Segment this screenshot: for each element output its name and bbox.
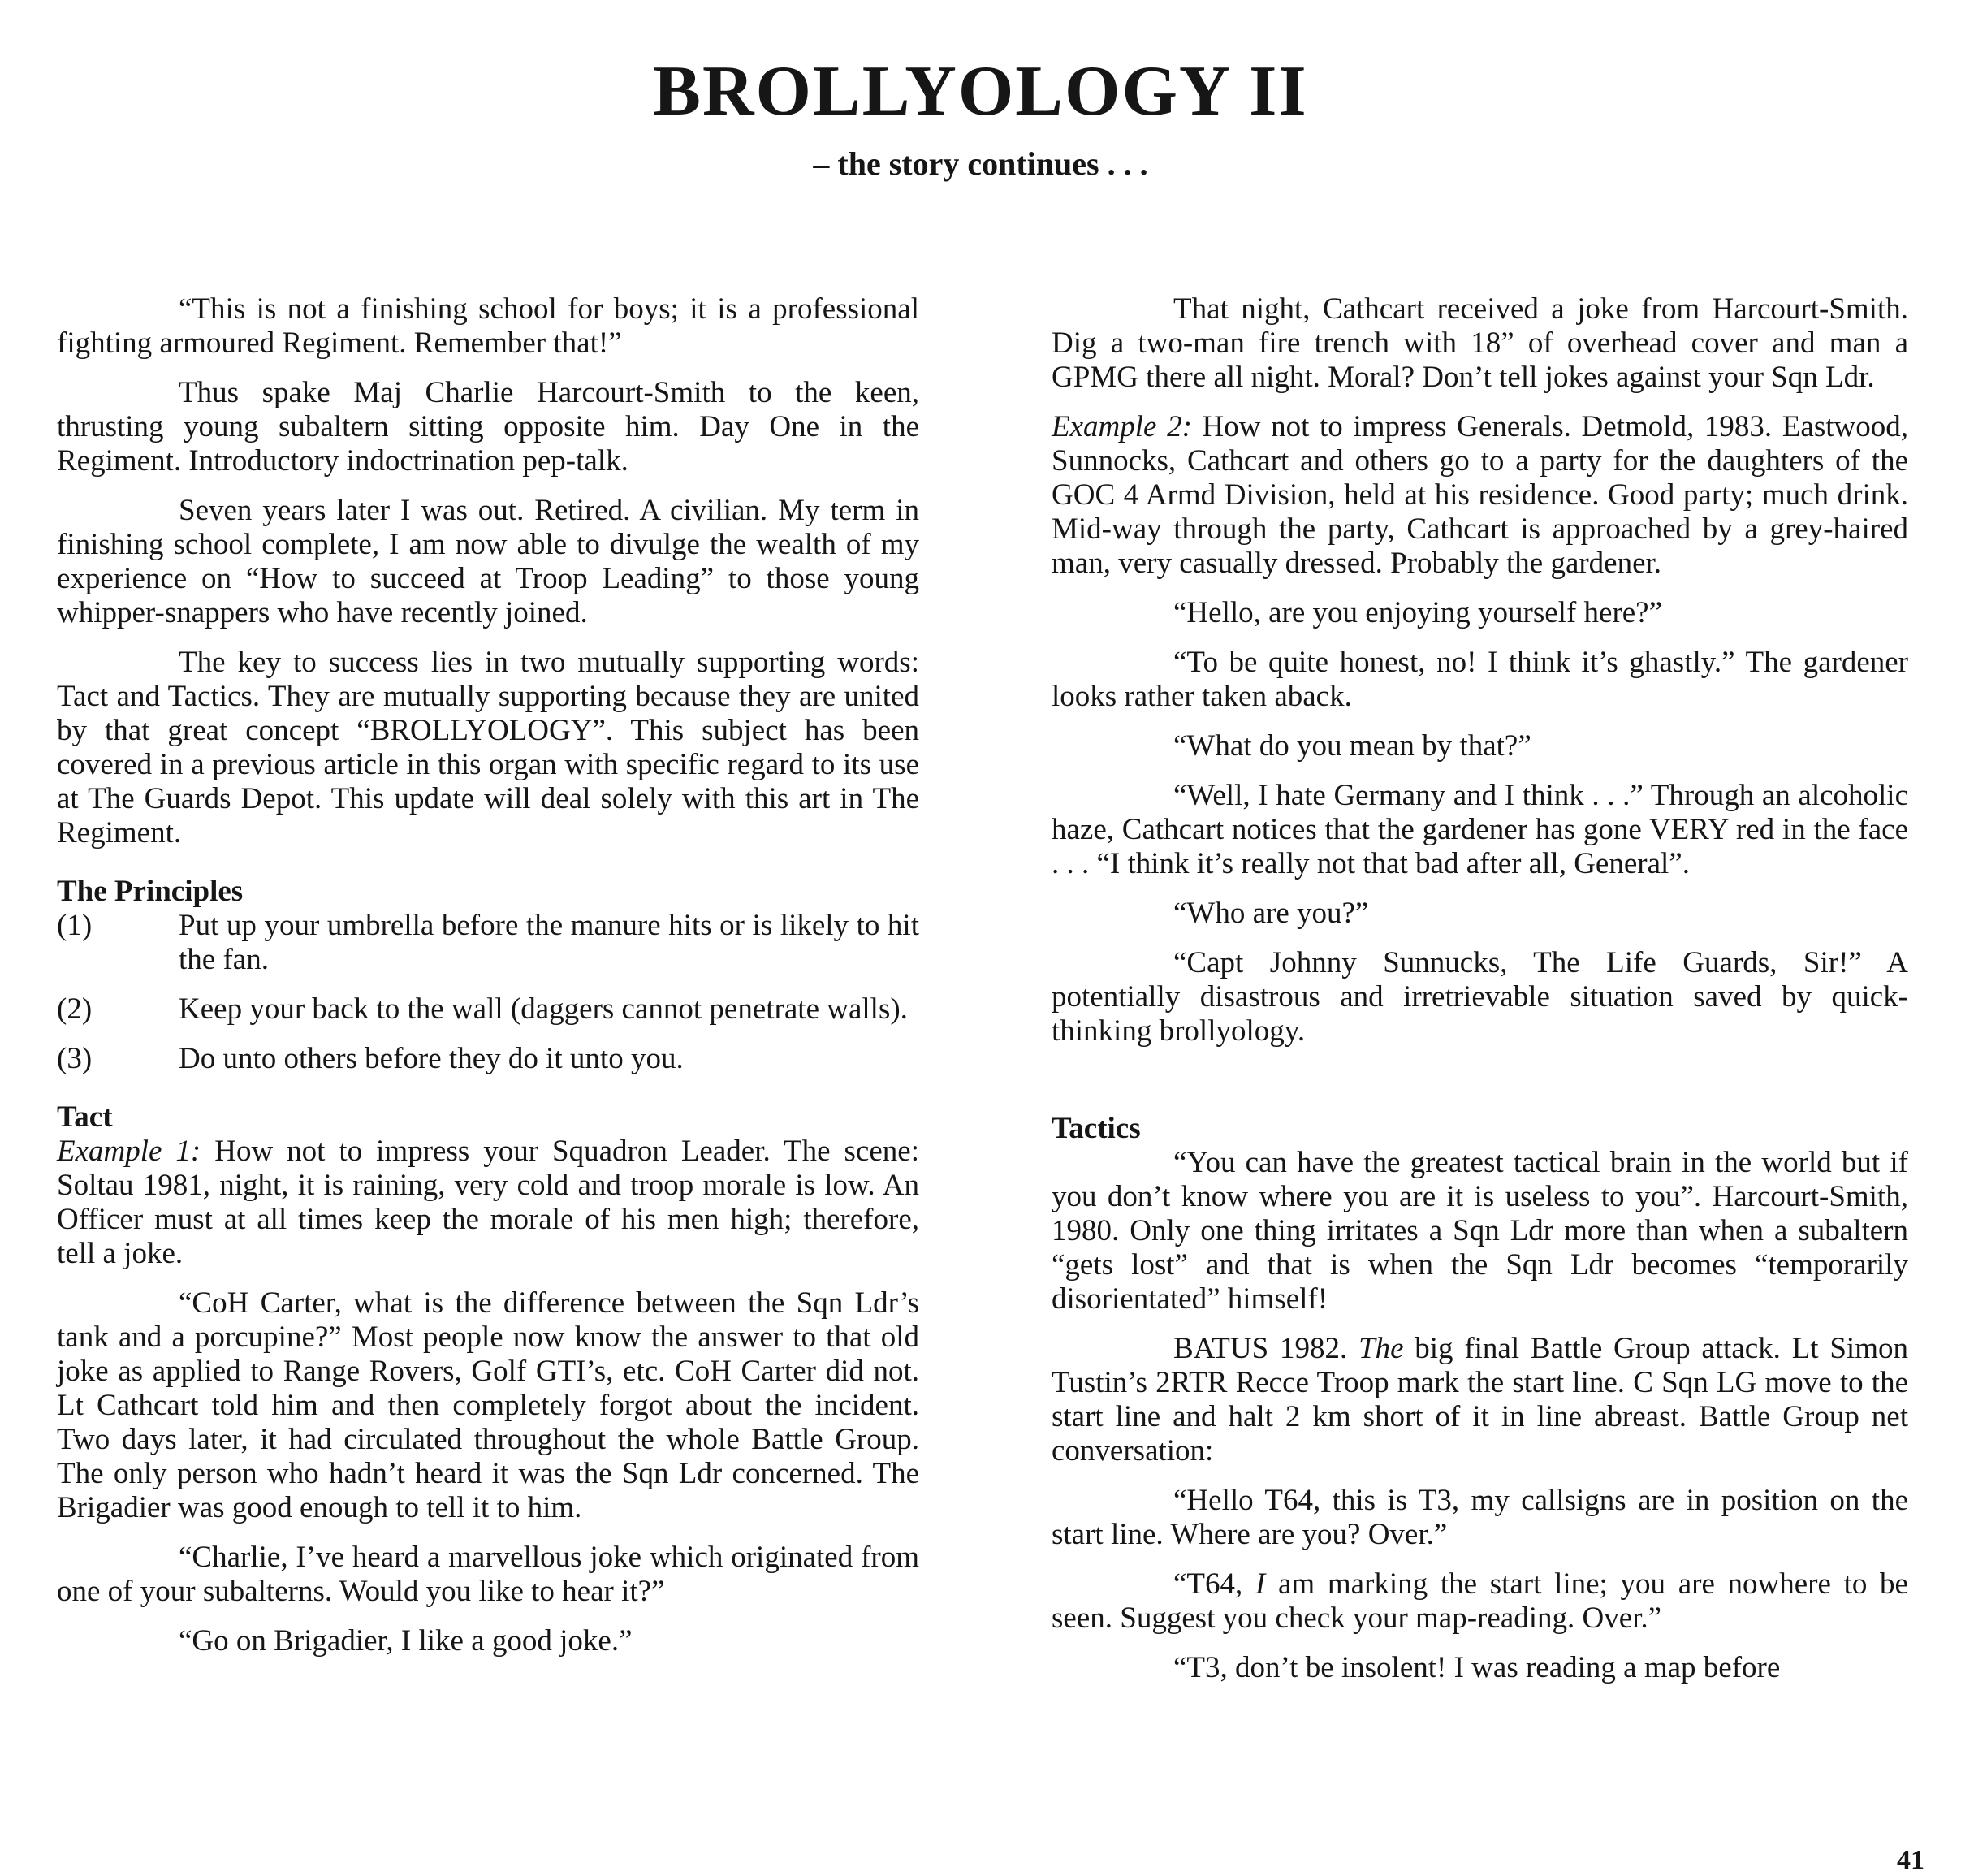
- example-text: How not to impress your Squadron Leader. The scene: Soltau 1981, night, it is raining, very cold and troop morale is low. An Officer must at all times keep the morale of his men high; therefore, tell a joke.: [57, 1135, 919, 1270]
- paragraph: “Well, I hate Germany and I think . . .” Through an alcoholic haze, Cathcart notices that the gardener has gone VERY red in the face . . . “I think it’s really not that bad after all, General”.: [1052, 779, 1908, 880]
- right-column: [1052, 292, 1908, 1701]
- principle-item: [57, 909, 919, 977]
- paragraph: Thus spake Maj Charlie Harcourt-Smith to the keen, thrusting young subaltern sitting opposite him. Day One in the Regiment. Introductory indoctrination pep-talk.: [57, 376, 919, 478]
- text-run: “T64,: [1173, 1567, 1255, 1601]
- paragraph: Seven years later I was out. Retired. A civilian. My term in finishing school complete, I am now able to divulge the wealth of my experience on “How to succeed at Troop Leading” to those young whipper-snappers who have recently joined.: [57, 494, 919, 629]
- principle-item: [57, 1042, 919, 1076]
- principle-number: (2): [57, 992, 93, 1026]
- principle-text: Do unto others before they do it unto you.: [179, 1042, 684, 1075]
- paragraph: “Charlie, I’ve heard a marvellous joke which originated from one of your subalterns. Would you like to hear it?”: [57, 1541, 919, 1608]
- paragraph: “What do you mean by that?”: [1173, 729, 1531, 763]
- principles-heading: The Principles: [57, 875, 244, 908]
- example-paragraph: [57, 1135, 919, 1271]
- text-run: am marking the start line; you are nowhere to be seen. Suggest you check your map-reading. Over.”: [1052, 1567, 1908, 1635]
- principle-text: Put up your umbrella before the manure hits or is likely to hit the fan.: [179, 909, 919, 976]
- paragraph: “T3, don’t be insolent! I was reading a map before: [1173, 1651, 1781, 1684]
- left-column: [57, 292, 919, 1674]
- emphasis: I: [1255, 1567, 1266, 1601]
- principle-text: Keep your back to the wall (daggers cannot penetrate walls).: [179, 992, 908, 1026]
- paragraph: That night, Cathcart received a joke from Harcourt-Smith. Dig a two-man fire trench with 18” of overhead cover and man a GPMG there all night. Moral? Don’t tell jokes against your Sqn Ldr.: [1052, 292, 1908, 394]
- paragraph: “Hello T64, this is T3, my callsigns are in position on the start line. Where are you? Over.”: [1052, 1484, 1908, 1551]
- paragraph: “Capt Johnny Sunnucks, The Life Guards, Sir!” A potentially disastrous and irretrievable situation saved by quick-thinking brollyology.: [1052, 946, 1908, 1048]
- paragraph: “To be quite honest, no! I think it’s ghastly.” The gardener looks rather taken aback.: [1052, 646, 1908, 713]
- paragraph: “CoH Carter, what is the difference between the Sqn Ldr’s tank and a porcupine?” Most people now know the answer to that old joke as applied to Range Rovers, Golf GTI’s, etc. CoH Carter did not. Lt Cathcart told him and then completely forgot about the incident. Two days later, it had circulated throughout the whole Battle Group. The only person who hadn’t heard it was the Sqn Ldr concerned. The Brigadier was good enough to tell it to him.: [57, 1286, 919, 1524]
- example-label: Example 1:: [57, 1135, 201, 1168]
- paragraph: “Who are you?”: [1173, 897, 1369, 930]
- paragraph: “This is not a finishing school for boys; it is a professional fighting armoured Regiment. Remember that!”: [57, 292, 919, 360]
- paragraph: “You can have the greatest tactical brain in the world but if you don’t know where you are it is useless to you”. Harcourt-Smith, 1980. Only one thing irritates a Sqn Ldr more than when a subaltern “gets lost” and that is when the Sqn Ldr becomes “temporarily disorientated” himself!: [1052, 1146, 1908, 1316]
- example-text: How not to impress Generals. Detmold, 1983. Eastwood, Sunnocks, Cathcart and others go to a party for the daughters of the GOC 4 Armd Division, held at his residence. Good party; much drink. Mid-way through the party, Cathcart is approached by a grey-haired man, very casually dressed. Probably the gardener.: [1052, 410, 1908, 580]
- paragraph: “Go on Brigadier, I like a good joke.”: [179, 1624, 633, 1658]
- example-paragraph: [1052, 410, 1908, 581]
- tactics-heading: Tactics: [1052, 1112, 1141, 1145]
- page-number: 41: [1897, 1845, 1924, 1875]
- text-run: big final Battle Group attack. Lt Simon Tustin’s 2RTR Recce Troop mark the start line. C Sqn LG move to the start line and halt 2 km short of it in line abreast. Battle Group net conversation:: [1052, 1332, 1908, 1468]
- paragraph: [1052, 1567, 1908, 1636]
- emphasis: The: [1358, 1332, 1404, 1365]
- example-label: Example 2:: [1052, 410, 1192, 443]
- paragraph: [1052, 1332, 1908, 1468]
- article-subtitle: – the story continues . . .: [813, 145, 1148, 182]
- paragraph: The key to success lies in two mutually supporting words: Tact and Tactics. They are mutually supporting because they are united by that great concept “BROLLYOLOGY”. This subject has been covered in a previous article in this organ with specific regard to its use at The Guards Depot. This update will deal solely with this art in The Regiment.: [57, 646, 919, 849]
- principle-number: (1): [57, 909, 93, 942]
- principle-number: (3): [57, 1042, 93, 1075]
- paragraph: “Hello, are you enjoying yourself here?”: [1173, 596, 1663, 629]
- article-title: BROLLYOLOGY II: [653, 52, 1308, 131]
- principle-item: [57, 992, 919, 1027]
- text-run: BATUS 1982.: [1173, 1332, 1358, 1365]
- tact-heading: Tact: [57, 1100, 113, 1134]
